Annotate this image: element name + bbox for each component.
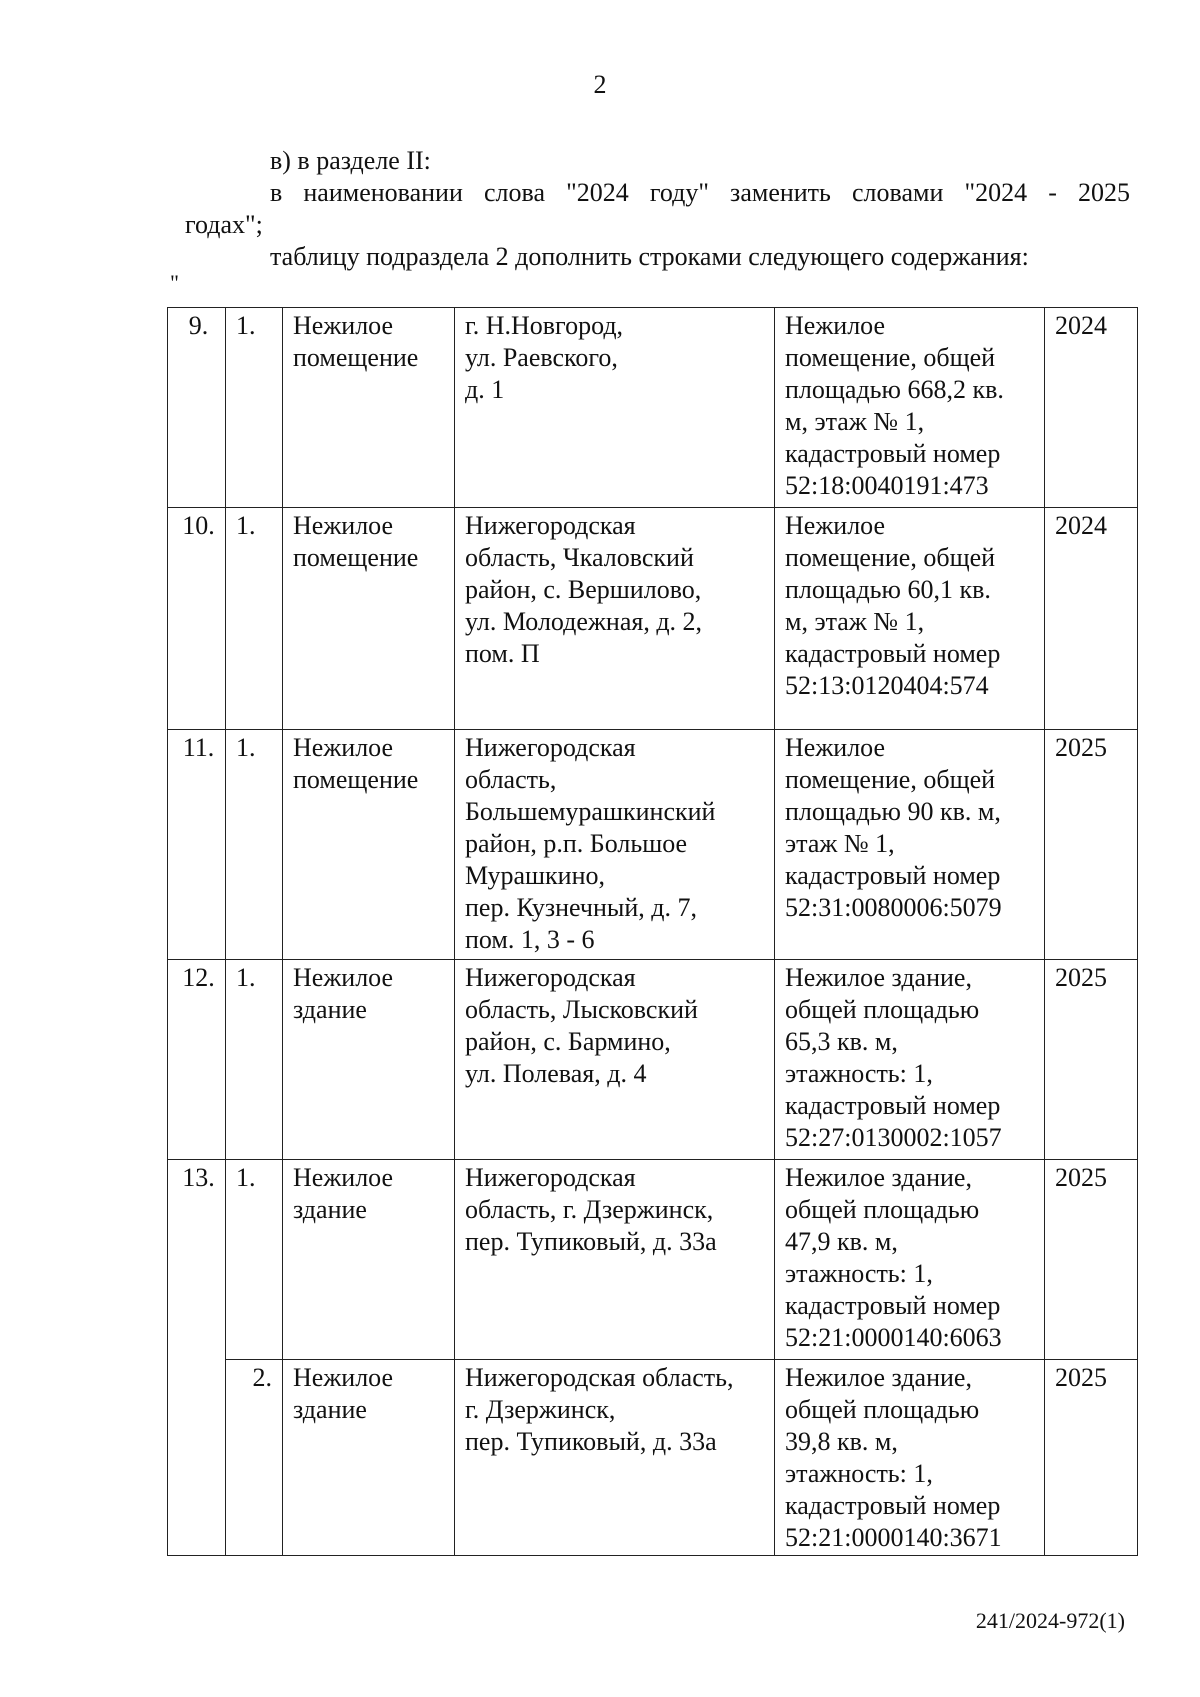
object-year: 2025 xyxy=(1045,960,1138,1160)
description-line: общей площадью xyxy=(785,1395,980,1424)
table-row xyxy=(168,1360,1138,1556)
address-line: д. 1 xyxy=(465,375,505,404)
amendment-intro xyxy=(185,145,1130,273)
object-address xyxy=(455,508,775,730)
description-line: этаж № 1, xyxy=(785,829,895,858)
description-line: 52:21:0000140:3671 xyxy=(785,1523,1002,1552)
address-line: область, xyxy=(465,765,557,794)
row-number: 10. xyxy=(168,508,226,730)
object-description xyxy=(775,508,1045,730)
row-number xyxy=(168,1360,226,1556)
intro-line-title-change-end: годах"; xyxy=(185,210,263,239)
description-line: 52:21:0000140:6063 xyxy=(785,1323,1002,1352)
object-type: Нежилое помещение xyxy=(283,308,455,508)
address-line: Нижегородская xyxy=(465,733,636,762)
description-line: Нежилое здание, xyxy=(785,1163,972,1192)
table-row xyxy=(168,730,1138,960)
row-number: 11. xyxy=(168,730,226,960)
description-line: 52:27:0130002:1057 xyxy=(785,1123,1002,1152)
object-address xyxy=(455,960,775,1160)
description-line: этажность: 1, xyxy=(785,1059,933,1088)
object-type: Нежилое здание xyxy=(283,1360,455,1556)
description-line: площадью 90 кв. м, xyxy=(785,797,1001,826)
object-year: 2024 xyxy=(1045,508,1138,730)
table-row xyxy=(168,960,1138,1160)
row-number: 9. xyxy=(168,308,226,508)
table-row xyxy=(168,508,1138,730)
description-line: 47,9 кв. м, xyxy=(785,1227,898,1256)
description-line: кадастровый номер xyxy=(785,439,1001,468)
address-line: пом. 1, 3 - 6 xyxy=(465,925,595,954)
address-line: ул. Полевая, д. 4 xyxy=(465,1059,647,1088)
description-line: 39,8 кв. м, xyxy=(785,1427,898,1456)
opening-quote-mark: " xyxy=(170,270,179,295)
object-year: 2025 xyxy=(1045,730,1138,960)
description-line: 65,3 кв. м, xyxy=(785,1027,898,1056)
address-line: район, с. Бармино, xyxy=(465,1027,671,1056)
address-line: г. Дзержинск, xyxy=(465,1395,616,1424)
address-line: область, Лысковский xyxy=(465,995,698,1024)
description-line: Нежилое здание, xyxy=(785,963,972,992)
table-row xyxy=(168,1160,1138,1360)
object-year: 2025 xyxy=(1045,1160,1138,1360)
objects-table xyxy=(167,307,1138,1556)
description-line: кадастровый номер xyxy=(785,861,1001,890)
address-line: Нижегородская xyxy=(465,963,636,992)
description-line: помещение, общей xyxy=(785,343,996,372)
object-type: Нежилое здание xyxy=(283,960,455,1160)
row-number: 13. xyxy=(168,1160,226,1360)
address-line: район, р.п. Большое xyxy=(465,829,688,858)
address-line: пер. Кузнечный, д. 7, xyxy=(465,893,698,922)
description-line: кадастровый номер xyxy=(785,639,1001,668)
address-line: пер. Тупиковый, д. 33а xyxy=(465,1427,717,1456)
object-number: 1. xyxy=(226,960,283,1160)
intro-line-title-change: в наименовании слова "2024 году" заменить словами "2024 - 2025 xyxy=(270,178,1130,207)
object-number: 1. xyxy=(226,730,283,960)
address-line: пер. Тупиковый, д. 33а xyxy=(465,1227,717,1256)
object-description xyxy=(775,730,1045,960)
description-line: кадастровый номер xyxy=(785,1491,1001,1520)
description-line: общей площадью xyxy=(785,1195,980,1224)
description-line: 52:31:0080006:5079 xyxy=(785,893,1002,922)
object-description xyxy=(775,1160,1045,1360)
description-line: Нежилое здание, xyxy=(785,1363,972,1392)
description-line: этажность: 1, xyxy=(785,1459,933,1488)
page-number: 2 xyxy=(593,70,607,99)
address-line: район, с. Вершилово, xyxy=(465,575,702,604)
address-line: г. Н.Новгород, xyxy=(465,311,624,340)
description-line: Нежилое xyxy=(785,511,886,540)
object-description xyxy=(775,960,1045,1160)
description-line: 52:13:0120404:574 xyxy=(785,671,989,700)
description-line: помещение, общей xyxy=(785,543,996,572)
object-number: 1. xyxy=(226,308,283,508)
address-line: Нижегородская область, xyxy=(465,1363,734,1392)
address-line: Мурашкино, xyxy=(465,861,605,890)
description-line: общей площадью xyxy=(785,995,980,1024)
object-type: Нежилое помещение xyxy=(283,730,455,960)
address-line: ул. Молодежная, д. 2, xyxy=(465,607,703,636)
object-year: 2025 xyxy=(1045,1360,1138,1556)
description-line: 52:18:0040191:473 xyxy=(785,471,989,500)
object-number: 1. xyxy=(226,1160,283,1360)
object-description xyxy=(775,308,1045,508)
address-line: Нижегородская xyxy=(465,1163,636,1192)
description-line: м, этаж № 1, xyxy=(785,407,925,436)
object-year: 2024 xyxy=(1045,308,1138,508)
intro-line-table-addition: таблицу подраздела 2 дополнить строками следующего содержания: xyxy=(270,242,1029,271)
object-address xyxy=(455,1160,775,1360)
table-row xyxy=(168,308,1138,508)
object-address xyxy=(455,308,775,508)
address-line: ул. Раевского, xyxy=(465,343,618,372)
object-type: Нежилое здание xyxy=(283,1160,455,1360)
description-line: м, этаж № 1, xyxy=(785,607,925,636)
address-line: пом. П xyxy=(465,639,540,668)
description-line: кадастровый номер xyxy=(785,1291,1001,1320)
address-line: Нижегородская xyxy=(465,511,636,540)
description-line: Нежилое xyxy=(785,733,886,762)
description-line: помещение, общей xyxy=(785,765,996,794)
row-number: 12. xyxy=(168,960,226,1160)
object-description xyxy=(775,1360,1045,1556)
description-line: площадью 60,1 кв. xyxy=(785,575,991,604)
document-code: 241/2024-972(1) xyxy=(975,1608,1125,1633)
description-line: площадью 668,2 кв. xyxy=(785,375,1004,404)
description-line: этажность: 1, xyxy=(785,1259,933,1288)
object-type: Нежилое помещение xyxy=(283,508,455,730)
address-line: Большемурашкинский xyxy=(465,797,716,826)
address-line: область, г. Дзержинск, xyxy=(465,1195,714,1224)
object-number: 1. xyxy=(226,508,283,730)
intro-line-section: в) в разделе II: xyxy=(270,146,431,175)
object-address xyxy=(455,730,775,960)
address-line: область, Чкаловский xyxy=(465,543,694,572)
description-line: кадастровый номер xyxy=(785,1091,1001,1120)
object-number: 2. xyxy=(226,1360,283,1556)
object-address xyxy=(455,1360,775,1556)
description-line: Нежилое xyxy=(785,311,886,340)
